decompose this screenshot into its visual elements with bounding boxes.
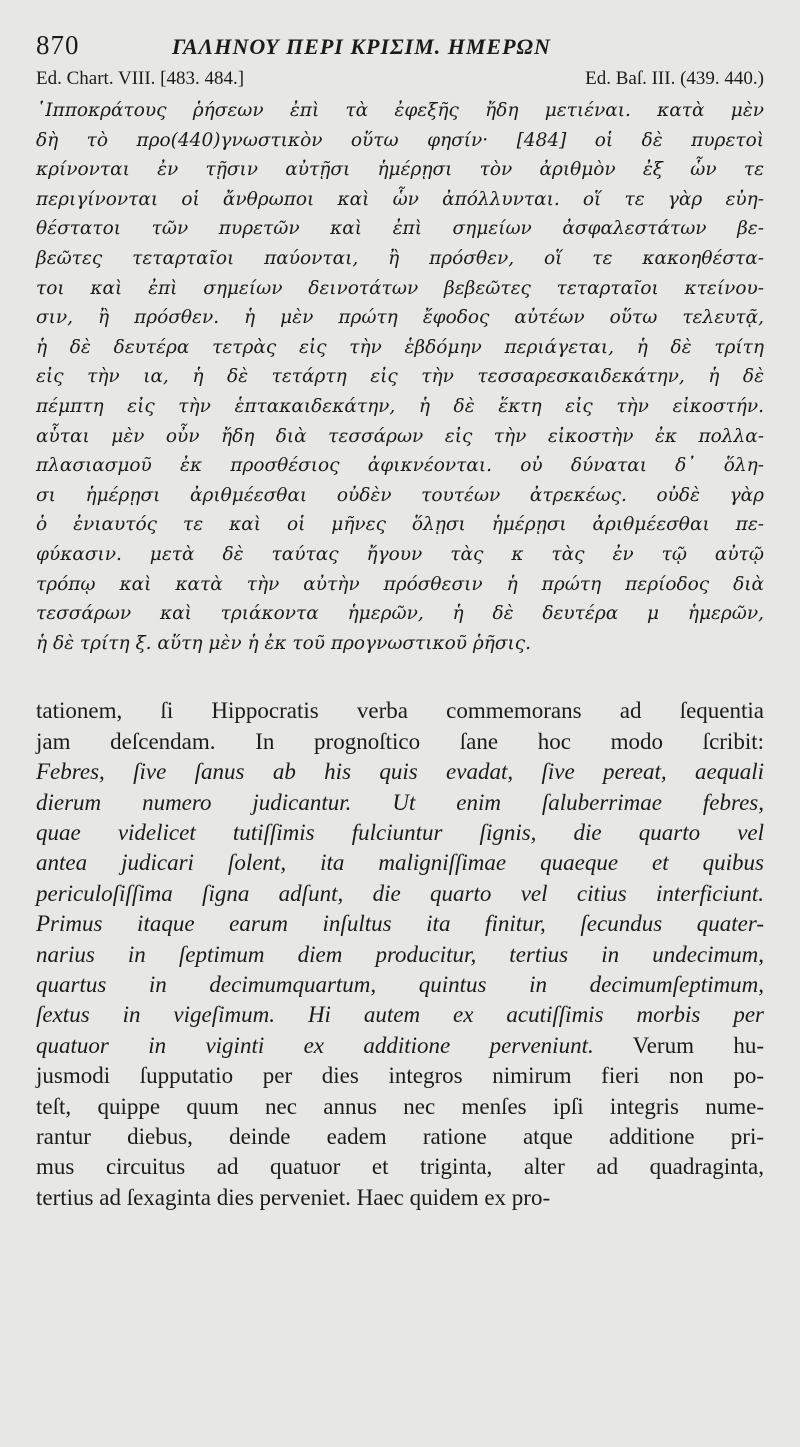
greek-text-line: κρίνονται ἐν τῇσιν αὐτῇσι ἡμέρῃσι τὸν ἀριθμὸν ἐξ ὧν τε xyxy=(36,159,764,181)
latin-text-line xyxy=(36,1092,764,1122)
section-gap xyxy=(36,658,764,696)
latin-text-line xyxy=(36,1031,764,1061)
latin-italic-segment: quae videlicet tutiſſimis fulciuntur ſignis, die quarto vel xyxy=(36,819,764,845)
latin-text-line xyxy=(36,848,764,878)
latin-text-line xyxy=(36,818,764,848)
edition-chartier-reference: Ed. Chart. VIII. [483. 484.] xyxy=(36,68,245,89)
latin-italic-segment: narius in ſeptimum diem producitur, tertius in undecimum, xyxy=(36,941,764,967)
greek-text-line: περιγίνονται οἱ ἄνθρωποι καὶ ὧν ἀπόλλυνται. οἵ τε γὰρ εὐη- xyxy=(36,188,764,210)
latin-roman-segment: teſt, quippe quum nec annus nec menſes ipſi integris nume- xyxy=(36,1093,764,1119)
greek-text-line: σιν, ἢ πρόσθεν. ἡ μὲν πρώτη ἔφοδος αὐτέων οὕτω τελευτᾷ, xyxy=(36,307,764,329)
latin-text-line xyxy=(36,1061,764,1091)
greek-text-block xyxy=(36,96,764,658)
latin-italic-segment: quartus in decimumquartum, quintus in decimumſeptimum, xyxy=(36,971,764,997)
latin-italic-segment: dierum numero judicantur. Ut enim ſaluberrimae febres, xyxy=(36,789,764,815)
latin-text-block xyxy=(36,696,764,1213)
greek-text-line: εἰς τὴν ια, ἡ δὲ τετάρτη εἰς τὴν τεσσαρεσκαιδεκάτην, ἡ δὲ xyxy=(36,366,764,388)
latin-roman-segment: rantur diebus, deinde eadem ratione atque additione pri- xyxy=(36,1123,764,1149)
latin-roman-segment: tationem, ſi Hippocratis verba commemorans ad ſequentia xyxy=(36,698,764,724)
greek-text-line: δὴ τὸ προ(440)γνωστικὸν οὕτω φησίν· [484] οἱ δὲ πυρετοὶ xyxy=(36,129,764,151)
greek-text-line: ἡ δὲ τρίτη ξ. αὕτη μὲν ἡ ἐκ τοῦ προγνωστικοῦ ῥῆσις. xyxy=(36,632,532,654)
greek-text-line: τρόπῳ καὶ κατὰ τὴν αὐτὴν πρόσθεσιν ἡ πρώτη περίοδος διὰ xyxy=(36,573,764,595)
latin-text-line xyxy=(36,696,764,726)
latin-roman-segment: mus circuitus ad quatuor et triginta, alter ad quadraginta, xyxy=(36,1154,764,1180)
latin-text-line xyxy=(36,1152,764,1182)
greek-text-line: θέστατοι τῶν πυρετῶν καὶ ἐπὶ σημείων ἀσφαλεστάτων βε- xyxy=(36,218,764,240)
latin-text-line xyxy=(36,909,764,939)
greek-text-line: βεῶτες τεταρταῖοι παύονται, ἢ πρόσθεν, οἵ τε κακοηθέστα- xyxy=(36,247,764,269)
latin-text-line xyxy=(36,1000,764,1030)
latin-text-line xyxy=(36,879,764,909)
latin-italic-segment: Febres, ſive ſanus ab his quis evadat, ſive pereat, aequali xyxy=(36,759,764,785)
greek-text-line: πλασιασμοῦ ἐκ προσθέσιος ἀφικνέονται. οὐ δύναται δ᾽ ὅλη- xyxy=(36,455,764,477)
latin-text-line xyxy=(36,940,764,970)
latin-text-line xyxy=(36,788,764,818)
latin-text-line xyxy=(36,727,764,757)
latin-italic-segment: ſextus in vigeſimum. Hi autem ex acutiſſimis morbis per xyxy=(36,1002,764,1028)
edition-reference-line xyxy=(36,66,764,96)
greek-text-line: σι ἡμέρῃσι ἀριθμέεσθαι οὐδὲν τουτέων ἀτρεκέως. οὐδὲ γὰρ xyxy=(36,484,764,506)
latin-text-line xyxy=(36,1183,764,1213)
greek-text-line: φύκασιν. μετὰ δὲ ταύτας ἤγουν τὰς κ τὰς ἐν τῷ αὐτῷ xyxy=(36,543,764,565)
running-title: ΓΑΛΗΝΟΥ ΠΕΡΙ ΚΡΙΣΙΜ. ΗΜΕΡΩΝ xyxy=(172,34,551,59)
greek-text-line: ὁ ἐνιαυτός τε καὶ οἱ μῆνες ὅλῃσι ἡμέρῃσι ἀριθμέεσθαι πε- xyxy=(36,514,764,536)
latin-italic-segment: periculoſiſſima ſigna adſunt, die quarto vel citius interficiunt. xyxy=(36,880,764,906)
latin-italic-segment: quatuor in viginti ex additione perveniunt. xyxy=(36,1032,594,1058)
greek-text-line: τοι καὶ ἐπὶ σημείων δεινοτάτων βεβεῶτες τεταρταῖοι κτείνου- xyxy=(36,277,764,299)
greek-text-line: πέμπτη εἰς τὴν ἑπτακαιδεκάτην, ἡ δὲ ἕκτη εἰς τὴν εἰκοστήν. xyxy=(36,395,764,417)
latin-italic-segment: Primus itaque earum inſultus ita finitur, ſecundus quater- xyxy=(36,911,764,937)
greek-text-line: αὗται μὲν οὖν ἤδη διὰ τεσσάρων εἰς τὴν εἰκοστὴν ἐκ πολλα- xyxy=(36,425,764,447)
running-head xyxy=(36,26,764,66)
edition-basel-reference: Ed. Baſ. III. (439. 440.) xyxy=(585,68,764,89)
greek-text-line: τεσσάρων καὶ τριάκοντα ἡμερῶν, ἡ δὲ δευτέρα μ ἡμερῶν, xyxy=(36,603,764,625)
latin-text-line xyxy=(36,970,764,1000)
greek-text-line: ἡ δὲ δευτέρα τετρὰς εἰς τὴν ἑβδόμην περιάγεται, ἡ δὲ τρίτη xyxy=(36,336,764,358)
latin-text-line xyxy=(36,757,764,787)
latin-roman-segment: tertius ad ſexaginta dies perveniet. Haec quidem ex pro- xyxy=(36,1184,551,1210)
latin-roman-segment: jusmodi ſupputatio per dies integros nimirum fieri non po- xyxy=(36,1063,764,1089)
greek-text-line: ῾Ιπποκράτους ῥήσεων ἐπὶ τὰ ἐφεξῆς ἤδη μετιέναι. κατὰ μὲν xyxy=(36,100,764,121)
page-number: 870 xyxy=(36,30,80,60)
latin-italic-segment: antea judicari ſolent, ita maligniſſimae quaeque et quibus xyxy=(36,850,764,876)
latin-roman-segment: Verum hu- xyxy=(593,1032,765,1058)
latin-text-line xyxy=(36,1122,764,1152)
latin-roman-segment: jam deſcendam. In prognoſtico ſane hoc modo ſcribit: xyxy=(36,728,764,754)
